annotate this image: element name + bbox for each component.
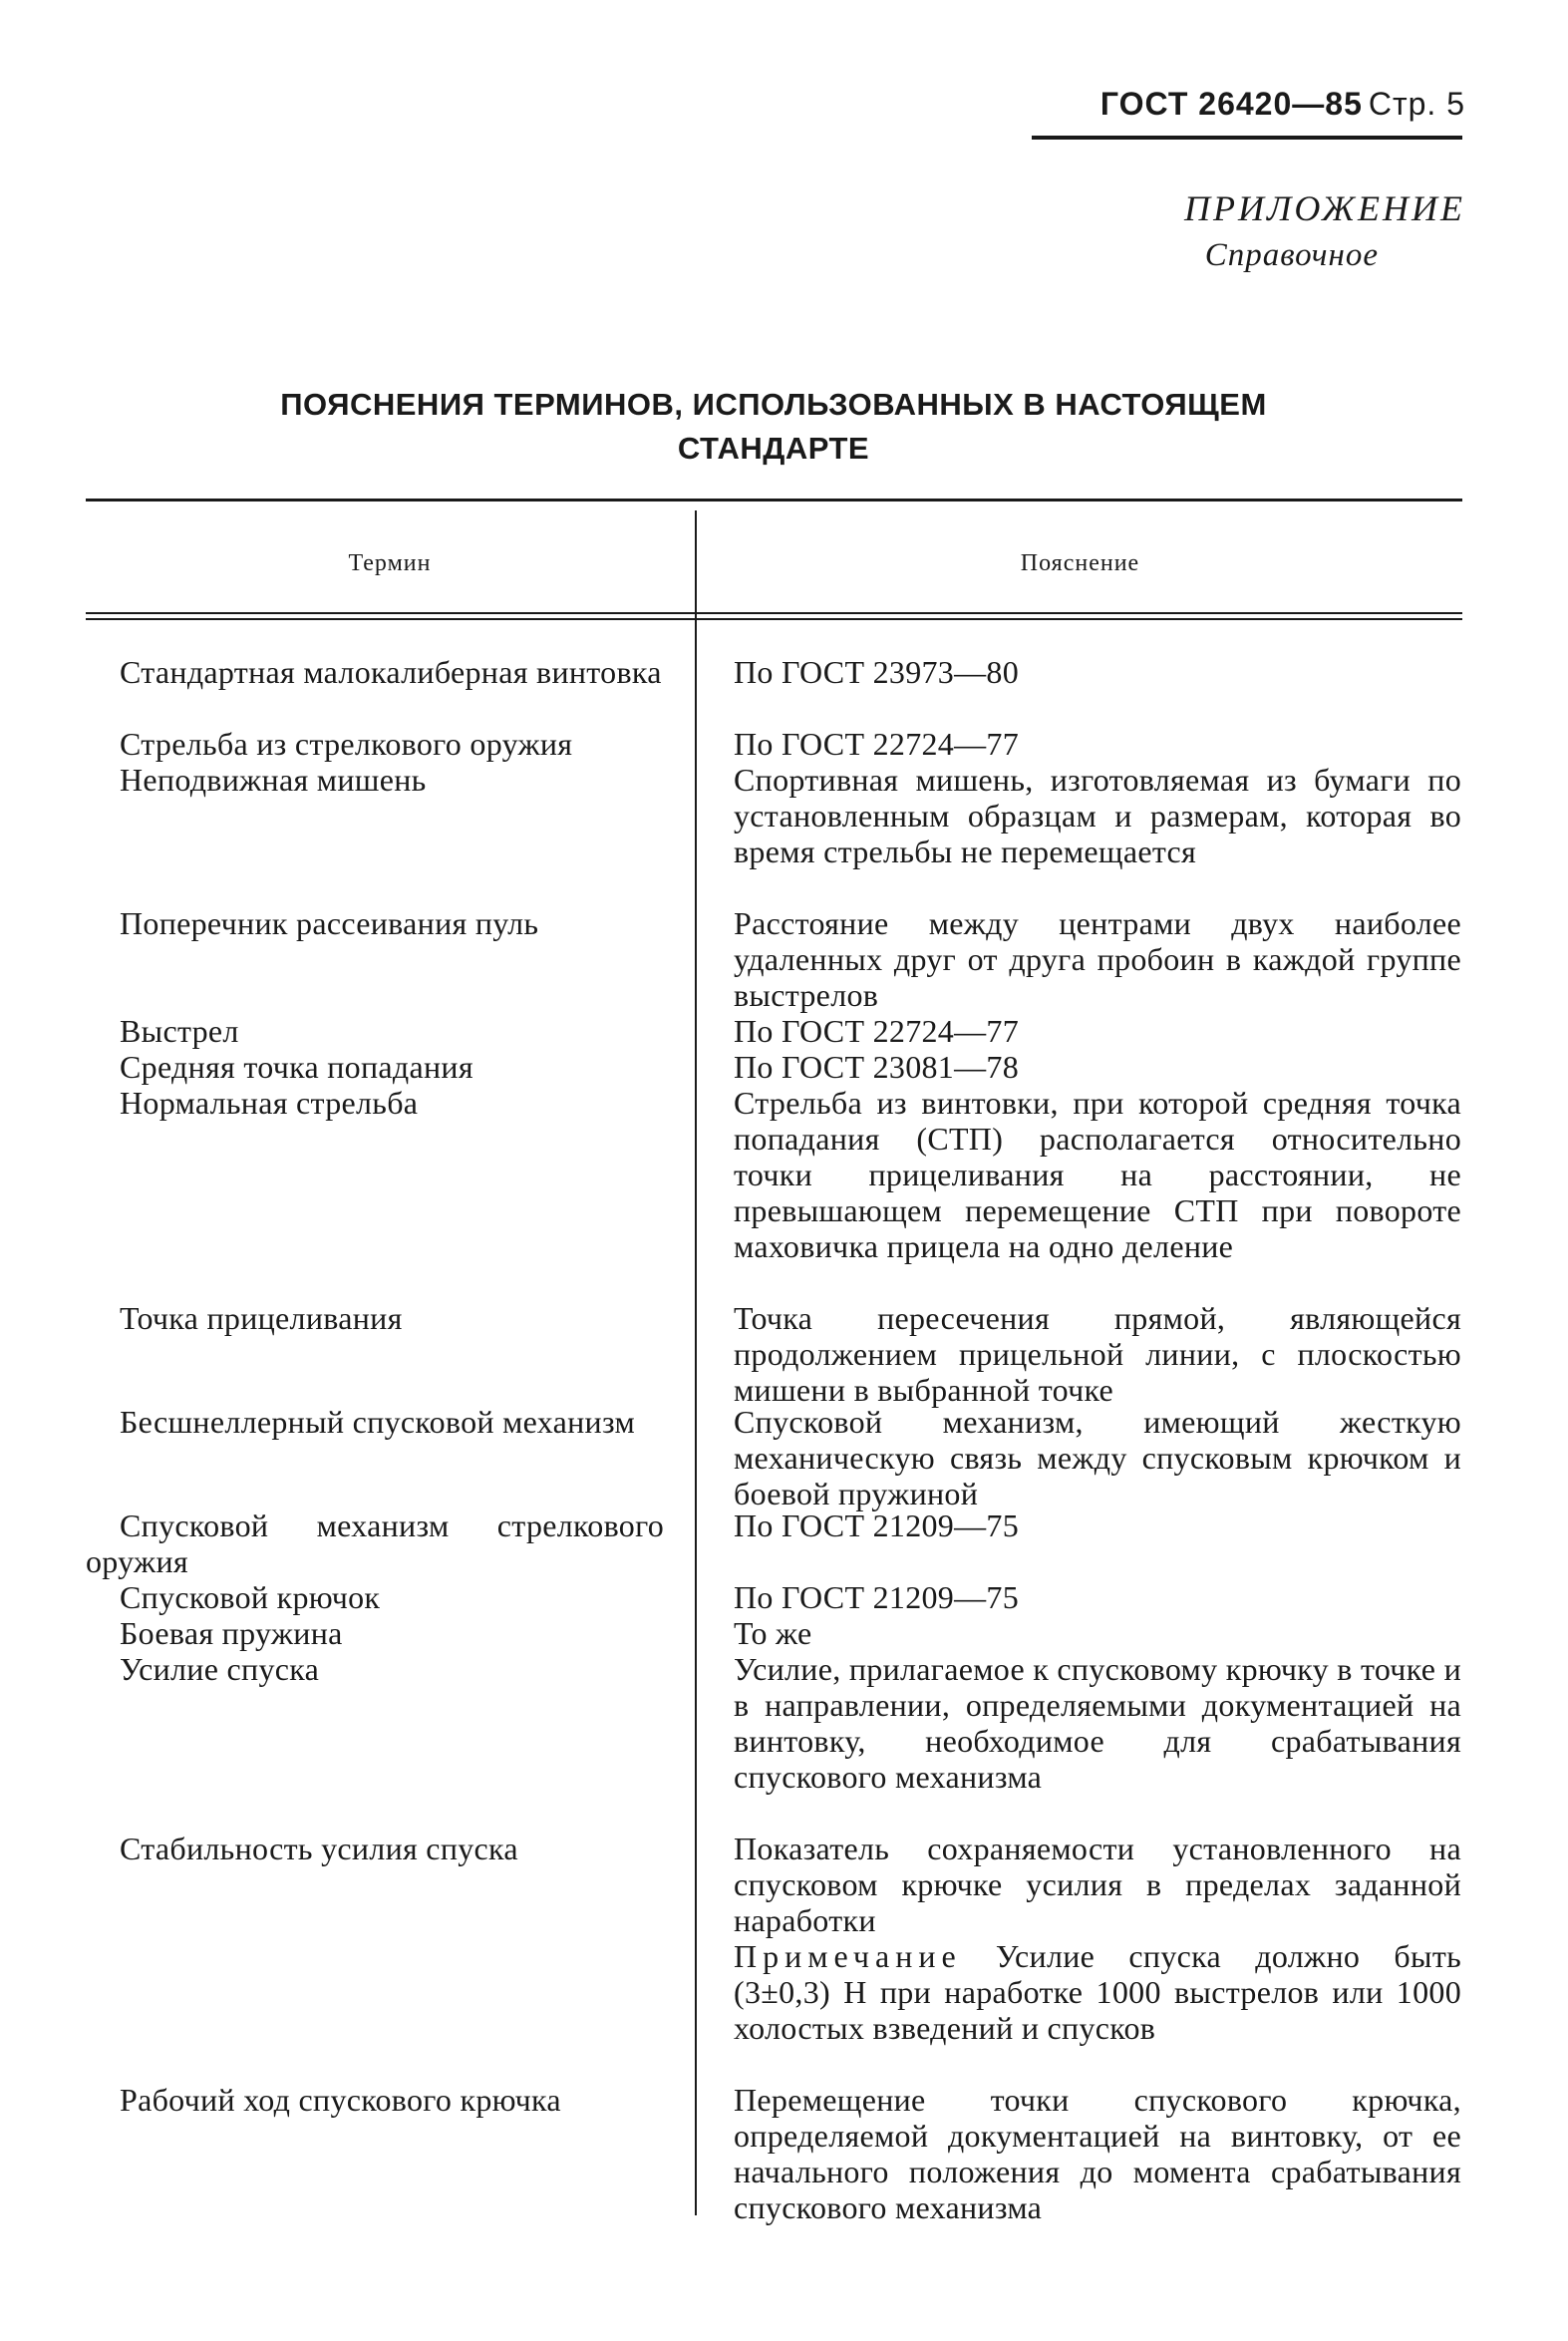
appendix-subtitle: Справочное [1204, 237, 1379, 273]
column-divider [695, 510, 697, 2215]
term-cell: Поперечник рассеивания пуль [120, 905, 539, 941]
explanation-cell: По ГОСТ 21209—75 [734, 1507, 1020, 1543]
explanation-cell: Стрельба из винтовки, при которой средняя точка попадания (СТП) располагается относительно точки прицеливания на расстоянии, не превышающем перемещение СТП при повороте маховичка прицела на одно деление [734, 1085, 1461, 1264]
note-label: Примечание [734, 1938, 962, 1974]
explanation-cell: По ГОСТ 22724—77 [734, 726, 1020, 762]
term-cell: Боевая пружина [120, 1615, 343, 1651]
explanation-cell: По ГОСТ 23973—80 [734, 654, 1020, 690]
term-cell: Стандартная малокалиберная винтовка [120, 654, 662, 690]
term-cell: Рабочий ход спускового крючка [120, 2082, 561, 2118]
explanation-cell: Показатель сохраняемости установленного на спусковом крючке усилия в пределах заданной наработки [734, 1831, 1461, 1938]
explanation-cell: Усилие, прилагаемое к спусковому крючку в точке и в направлении, определяемыми документацией на винтовку, необходимое для срабатывания спускового механизма [734, 1651, 1461, 1795]
term-cell: Усилие спуска [120, 1651, 320, 1687]
page-header [1100, 86, 1465, 123]
document-title-line-1: ПОЯСНЕНИЯ ТЕРМИНОВ, ИСПОЛЬЗОВАННЫХ В НАСТОЯЩЕМ [280, 387, 1267, 422]
term-cell: Стрельба из стрелкового оружия [120, 726, 573, 762]
table-top-rule [86, 499, 1462, 502]
explanation-cell: Спусковой механизм, имеющий жесткую механическую связь между спусковым крючком и боевой пружиной [734, 1404, 1461, 1511]
term-cell: Бесшнеллерный спусковой механизм [120, 1404, 636, 1440]
page-number: Стр. 5 [1368, 86, 1465, 122]
term-cell: Спусковой крючок [120, 1579, 381, 1615]
explanation-cell: Точка пересечения прямой, являющейся продолжением прицельной линии, с плоскостью мишени в выбранной точке [734, 1300, 1461, 1408]
note-cell [734, 1938, 1461, 2046]
explanation-cell: То же [734, 1615, 812, 1651]
explanation-cell: По ГОСТ 21209—75 [734, 1579, 1020, 1615]
term-cell: Выстрел [120, 1013, 239, 1049]
term-cell: Нормальная стрельба [120, 1085, 419, 1121]
appendix-title: ПРИЛОЖЕНИЕ [1184, 188, 1465, 228]
term-cell: Точка прицеливания [120, 1300, 403, 1336]
term-cell: Неподвижная мишень [120, 762, 427, 798]
explanation-cell: Расстояние между центрами двух наиболее удаленных друг от друга пробоин в каждой группе выстрелов [734, 905, 1461, 1013]
header-bottom-rule-double [86, 618, 1462, 620]
term-cell: Средняя точка попадания [120, 1049, 473, 1085]
column-header-explanation: Пояснение [1020, 550, 1140, 576]
standard-code: ГОСТ 26420—85 [1099, 86, 1363, 122]
explanation-cell: Перемещение точки спускового крючка, определяемой документацией на винтовку, от ее начального положения до момента срабатывания спускового механизма [734, 2082, 1461, 2225]
term-cell: Стабильность усилия спуска [120, 1831, 518, 1866]
document-title-line-2: СТАНДАРТЕ [677, 431, 870, 466]
term-cell: Спусковой механизм стрелкового оружия [86, 1507, 664, 1579]
explanation-cell: По ГОСТ 22724—77 [734, 1013, 1020, 1049]
column-header-term: Термин [348, 550, 432, 576]
header-bottom-rule [86, 612, 1462, 614]
document-title [86, 383, 1461, 471]
note-text: Усилие спуска должно быть (3±0,3) Н при наработке 1000 выстрелов или 1000 холостых взведений и спусков [734, 1938, 1461, 2046]
explanation-cell: Спортивная мишень, изготовляемая из бумаги по установленным образцам и размерам, которая во время стрельбы не перемещается [734, 762, 1461, 869]
explanation-cell: По ГОСТ 23081—78 [734, 1049, 1020, 1085]
header-rule [1032, 136, 1462, 140]
